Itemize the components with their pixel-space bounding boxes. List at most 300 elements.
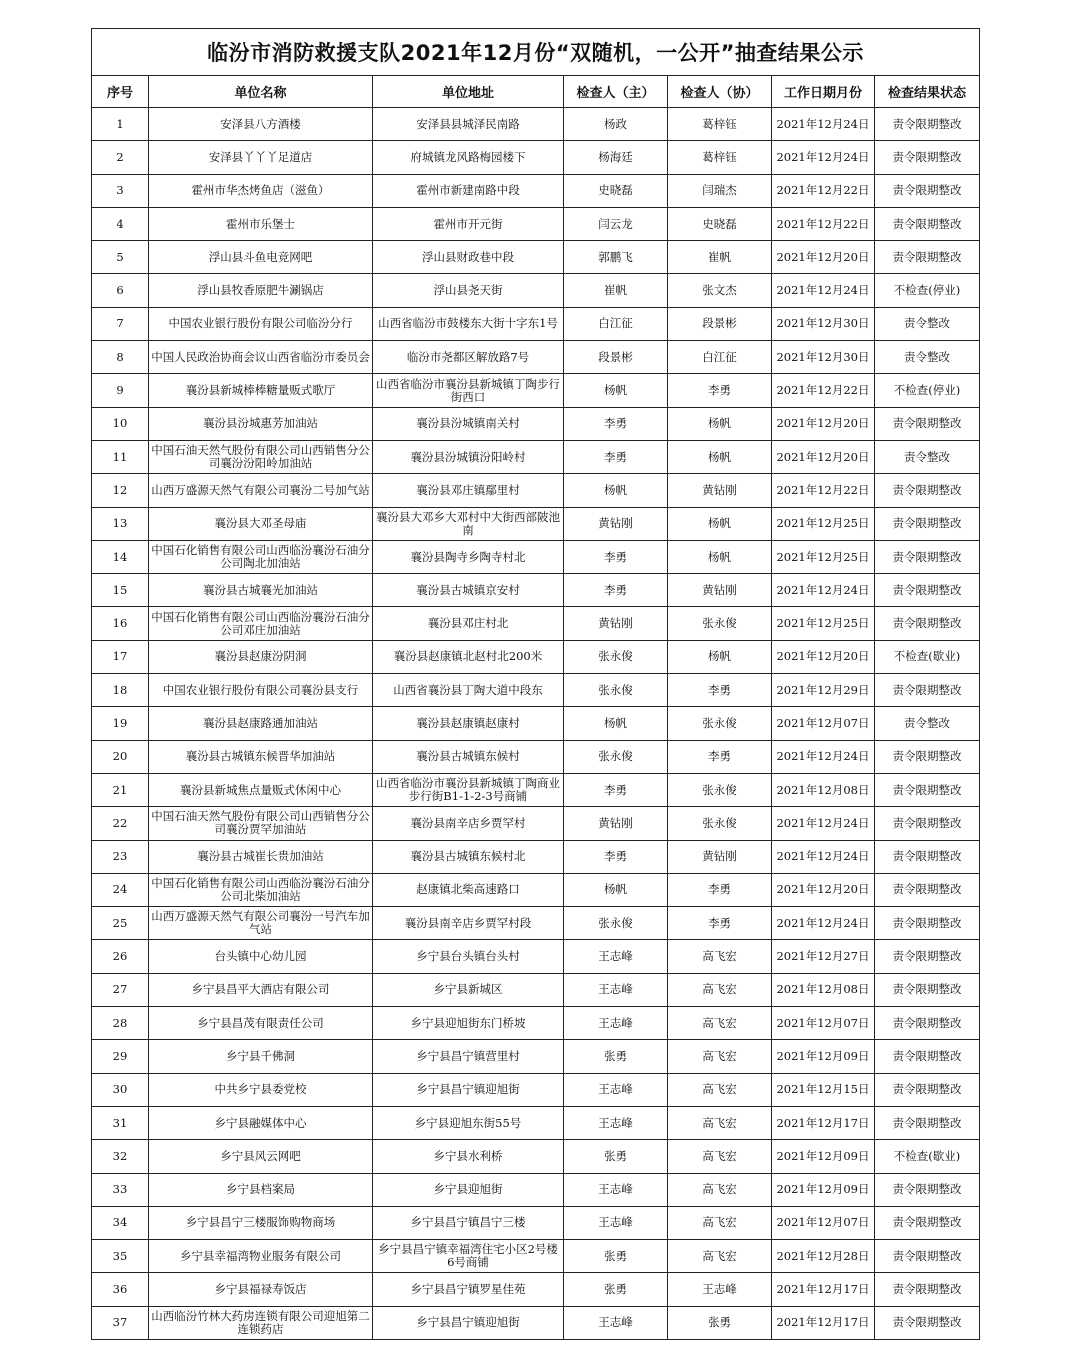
unit-name: 中国石化销售有限公司山西临汾襄汾石油分公司北柴加油站 [149, 873, 373, 906]
inspector-assist: 高飞宏 [668, 1206, 772, 1239]
unit-name: 浮山县斗鱼电竞网吧 [149, 241, 373, 274]
inspector-assist: 崔帆 [668, 241, 772, 274]
inspector-assist: 高飞宏 [668, 940, 772, 973]
table-row [92, 873, 980, 906]
row-index: 17 [92, 640, 149, 673]
header-unit-address: 单位地址 [373, 76, 564, 108]
table-body [92, 108, 980, 1340]
inspector-assist: 李勇 [668, 907, 772, 940]
work-date: 2021年12月24日 [772, 274, 875, 307]
work-date: 2021年12月20日 [772, 407, 875, 440]
work-date: 2021年12月20日 [772, 440, 875, 473]
unit-name: 襄汾县古城襄光加油站 [149, 574, 373, 607]
row-index: 29 [92, 1040, 149, 1073]
inspector-main: 张永俊 [564, 674, 668, 707]
row-index: 18 [92, 674, 149, 707]
unit-address: 襄汾县古城镇东候村 [373, 740, 564, 773]
inspector-assist: 张文杰 [668, 274, 772, 307]
result-status: 责令限期整改 [875, 1173, 980, 1206]
inspector-main: 王志峰 [564, 1206, 668, 1239]
unit-name: 乡宁县昌宁三楼服饰购物商场 [149, 1206, 373, 1239]
result-status: 责令限期整改 [875, 241, 980, 274]
row-index: 27 [92, 973, 149, 1006]
row-index: 23 [92, 840, 149, 873]
result-status: 责令限期整改 [875, 1240, 980, 1273]
unit-name: 霍州市华杰烤鱼店（滋鱼） [149, 174, 373, 207]
inspector-assist: 葛梓钰 [668, 141, 772, 174]
result-status: 责令整改 [875, 341, 980, 374]
unit-address: 乡宁县昌宁镇罗星佳苑 [373, 1273, 564, 1306]
inspector-assist: 高飞宏 [668, 1240, 772, 1273]
row-index: 20 [92, 740, 149, 773]
unit-name: 襄汾县赵康路通加油站 [149, 707, 373, 740]
unit-address: 襄汾县赵康镇北赵村北200米 [373, 640, 564, 673]
inspector-main: 闫云龙 [564, 207, 668, 240]
unit-address: 山西省襄汾县丁陶大道中段东 [373, 674, 564, 707]
row-index: 21 [92, 773, 149, 806]
unit-address: 安泽县县城泽民南路 [373, 108, 564, 141]
unit-address: 浮山县财政巷中段 [373, 241, 564, 274]
unit-address: 襄汾县赵康镇赵康村 [373, 707, 564, 740]
unit-address: 襄汾县南辛店乡贾罕村段 [373, 907, 564, 940]
unit-address: 襄汾县汾城镇南关村 [373, 407, 564, 440]
table-row [92, 540, 980, 573]
unit-name: 乡宁县幸福湾物业服务有限公司 [149, 1240, 373, 1273]
work-date: 2021年12月24日 [772, 807, 875, 840]
row-index: 16 [92, 607, 149, 640]
inspector-assist: 高飞宏 [668, 1173, 772, 1206]
inspector-main: 张永俊 [564, 640, 668, 673]
table-row [92, 674, 980, 707]
table-row [92, 374, 980, 407]
row-index: 8 [92, 341, 149, 374]
inspector-main: 张勇 [564, 1240, 668, 1273]
inspector-main: 王志峰 [564, 973, 668, 1006]
row-index: 22 [92, 807, 149, 840]
row-index: 15 [92, 574, 149, 607]
table-row [92, 341, 980, 374]
unit-address: 襄汾县汾城镇汾阳岭村 [373, 440, 564, 473]
table-row [92, 807, 980, 840]
unit-name: 襄汾县古城镇东候晋华加油站 [149, 740, 373, 773]
work-date: 2021年12月15日 [772, 1073, 875, 1106]
inspector-main: 史晓磊 [564, 174, 668, 207]
table-row [92, 108, 980, 141]
inspector-main: 白江征 [564, 307, 668, 340]
work-date: 2021年12月17日 [772, 1306, 875, 1339]
unit-name: 中国农业银行股份有限公司临汾分行 [149, 307, 373, 340]
table-row [92, 1306, 980, 1339]
inspector-assist: 张永俊 [668, 773, 772, 806]
row-index: 5 [92, 241, 149, 274]
result-status: 不检查(歇业) [875, 640, 980, 673]
work-date: 2021年12月24日 [772, 840, 875, 873]
row-index: 33 [92, 1173, 149, 1206]
inspector-main: 张永俊 [564, 907, 668, 940]
result-status: 责令限期整改 [875, 174, 980, 207]
header-work-date: 工作日期月份 [772, 76, 875, 108]
inspector-assist: 杨帆 [668, 640, 772, 673]
inspector-assist: 高飞宏 [668, 1140, 772, 1173]
unit-address: 乡宁县水利桥 [373, 1140, 564, 1173]
table-row [92, 707, 980, 740]
inspector-main: 黄钻刚 [564, 607, 668, 640]
inspector-main: 王志峰 [564, 1007, 668, 1040]
row-index: 7 [92, 307, 149, 340]
inspector-assist: 高飞宏 [668, 1007, 772, 1040]
inspector-assist: 高飞宏 [668, 1073, 772, 1106]
inspector-main: 黄钻刚 [564, 507, 668, 540]
unit-name: 乡宁县昌茂有限责任公司 [149, 1007, 373, 1040]
work-date: 2021年12月09日 [772, 1040, 875, 1073]
inspector-assist: 杨帆 [668, 407, 772, 440]
table-row [92, 973, 980, 1006]
work-date: 2021年12月25日 [772, 607, 875, 640]
inspector-main: 杨帆 [564, 374, 668, 407]
work-date: 2021年12月22日 [772, 374, 875, 407]
table-row [92, 607, 980, 640]
unit-name: 乡宁县档案局 [149, 1173, 373, 1206]
unit-address: 乡宁县新城区 [373, 973, 564, 1006]
result-status: 责令限期整改 [875, 1206, 980, 1239]
unit-name: 中国石化销售有限公司山西临汾襄汾石油分公司陶北加油站 [149, 540, 373, 573]
result-status: 责令整改 [875, 307, 980, 340]
result-status: 不检查(停业) [875, 274, 980, 307]
table-row [92, 1273, 980, 1306]
unit-address: 山西省临汾市鼓楼东大街十字东1号 [373, 307, 564, 340]
table-row [92, 1140, 980, 1173]
work-date: 2021年12月24日 [772, 907, 875, 940]
inspector-main: 杨帆 [564, 474, 668, 507]
unit-address: 乡宁县迎旭街 [373, 1173, 564, 1206]
inspector-main: 杨政 [564, 108, 668, 141]
result-status: 责令限期整改 [875, 607, 980, 640]
unit-name: 中国石油天然气股份有限公司山西销售分公司襄汾贾罕加油站 [149, 807, 373, 840]
unit-name: 襄汾县新城棒棒糖量贩式歌厅 [149, 374, 373, 407]
unit-name: 襄汾县古城崔长贵加油站 [149, 840, 373, 873]
work-date: 2021年12月24日 [772, 740, 875, 773]
unit-address: 临汾市尧都区解放路7号 [373, 341, 564, 374]
result-status: 责令限期整改 [875, 773, 980, 806]
row-index: 3 [92, 174, 149, 207]
result-status: 责令限期整改 [875, 1306, 980, 1339]
inspector-assist: 杨帆 [668, 440, 772, 473]
row-index: 1 [92, 108, 149, 141]
unit-address: 乡宁县昌宁镇迎旭街 [373, 1306, 564, 1339]
inspector-assist: 张永俊 [668, 607, 772, 640]
work-date: 2021年12月07日 [772, 1206, 875, 1239]
unit-name: 霍州市乐堡士 [149, 207, 373, 240]
unit-name: 中国人民政治协商会议山西省临汾市委员会 [149, 341, 373, 374]
row-index: 34 [92, 1206, 149, 1239]
inspector-main: 杨帆 [564, 873, 668, 906]
result-status: 责令限期整改 [875, 108, 980, 141]
unit-address: 山西省临汾市襄汾县新城镇丁陶步行街西口 [373, 374, 564, 407]
work-date: 2021年12月22日 [772, 474, 875, 507]
result-status: 责令限期整改 [875, 740, 980, 773]
unit-address: 赵康镇北柴高速路口 [373, 873, 564, 906]
inspector-main: 杨海廷 [564, 141, 668, 174]
work-date: 2021年12月22日 [772, 207, 875, 240]
inspector-main: 王志峰 [564, 1073, 668, 1106]
inspector-main: 张勇 [564, 1040, 668, 1073]
result-status: 责令限期整改 [875, 973, 980, 1006]
inspector-assist: 黄钻刚 [668, 474, 772, 507]
unit-name: 中国石油天然气股份有限公司山西销售分公司襄汾汾阳岭加油站 [149, 440, 373, 473]
unit-name: 山西万盛源天然气有限公司襄汾二号加气站 [149, 474, 373, 507]
inspector-assist: 白江征 [668, 341, 772, 374]
work-date: 2021年12月20日 [772, 873, 875, 906]
row-index: 24 [92, 873, 149, 906]
unit-name: 中国农业银行股份有限公司襄汾县支行 [149, 674, 373, 707]
inspector-assist: 高飞宏 [668, 1040, 772, 1073]
unit-name: 乡宁县风云网吧 [149, 1140, 373, 1173]
unit-name: 中国石化销售有限公司山西临汾襄汾石油分公司邓庄加油站 [149, 607, 373, 640]
work-date: 2021年12月24日 [772, 141, 875, 174]
table-row [92, 1106, 980, 1139]
unit-name: 台头镇中心幼儿园 [149, 940, 373, 973]
unit-address: 襄汾县邓庄村北 [373, 607, 564, 640]
work-date: 2021年12月20日 [772, 241, 875, 274]
result-status: 责令限期整改 [875, 574, 980, 607]
inspector-assist: 葛梓钰 [668, 108, 772, 141]
unit-address: 乡宁县迎旭东街55号 [373, 1106, 564, 1139]
result-status: 责令限期整改 [875, 1073, 980, 1106]
table-row [92, 307, 980, 340]
work-date: 2021年12月28日 [772, 1240, 875, 1273]
row-index: 28 [92, 1007, 149, 1040]
results-table [91, 28, 980, 1340]
inspector-assist: 史晓磊 [668, 207, 772, 240]
row-index: 19 [92, 707, 149, 740]
unit-name: 中共乡宁县委党校 [149, 1073, 373, 1106]
table-row [92, 907, 980, 940]
work-date: 2021年12月29日 [772, 674, 875, 707]
unit-address: 襄汾县南辛店乡贾罕村 [373, 807, 564, 840]
result-status: 责令限期整改 [875, 507, 980, 540]
inspector-assist: 高飞宏 [668, 1106, 772, 1139]
inspector-assist: 李勇 [668, 674, 772, 707]
row-index: 4 [92, 207, 149, 240]
work-date: 2021年12月24日 [772, 574, 875, 607]
unit-address: 山西省临汾市襄汾县新城镇丁陶商业步行街B1-1-2-3号商铺 [373, 773, 564, 806]
inspector-main: 王志峰 [564, 1173, 668, 1206]
inspector-assist: 王志峰 [668, 1273, 772, 1306]
result-status: 责令限期整改 [875, 1007, 980, 1040]
inspector-main: 李勇 [564, 407, 668, 440]
result-status: 责令限期整改 [875, 1106, 980, 1139]
table-row [92, 174, 980, 207]
inspector-main: 王志峰 [564, 940, 668, 973]
result-status: 不检查(歇业) [875, 1140, 980, 1173]
unit-name: 乡宁县昌平大酒店有限公司 [149, 973, 373, 1006]
result-status: 责令整改 [875, 440, 980, 473]
unit-address: 襄汾县大邓乡大邓村中大街西部陂池南 [373, 507, 564, 540]
work-date: 2021年12月08日 [772, 973, 875, 1006]
work-date: 2021年12月27日 [772, 940, 875, 973]
work-date: 2021年12月20日 [772, 640, 875, 673]
result-status: 责令限期整改 [875, 207, 980, 240]
unit-name: 安泽县八方酒楼 [149, 108, 373, 141]
unit-address: 襄汾县古城镇东候村北 [373, 840, 564, 873]
table-row [92, 574, 980, 607]
table-row [92, 507, 980, 540]
row-index: 13 [92, 507, 149, 540]
unit-address: 襄汾县古城镇京安村 [373, 574, 564, 607]
inspector-assist: 黄钻刚 [668, 574, 772, 607]
table-row [92, 141, 980, 174]
unit-address: 乡宁县昌宁镇迎旭街 [373, 1073, 564, 1106]
table-row [92, 1007, 980, 1040]
unit-name: 襄汾县汾城惠芳加油站 [149, 407, 373, 440]
inspector-main: 张永俊 [564, 740, 668, 773]
result-status: 责令限期整改 [875, 540, 980, 573]
unit-name: 山西临汾竹林大药房连锁有限公司迎旭第二连锁药店 [149, 1306, 373, 1339]
unit-address: 乡宁县昌宁镇营里村 [373, 1040, 564, 1073]
header-index: 序号 [92, 76, 149, 108]
work-date: 2021年12月07日 [772, 1007, 875, 1040]
result-status: 责令限期整改 [875, 807, 980, 840]
inspector-assist: 杨帆 [668, 507, 772, 540]
row-index: 14 [92, 540, 149, 573]
inspector-assist: 李勇 [668, 873, 772, 906]
inspector-main: 张勇 [564, 1273, 668, 1306]
header-result-status: 检查结果状态 [875, 76, 980, 108]
inspector-assist: 段景彬 [668, 307, 772, 340]
row-index: 2 [92, 141, 149, 174]
unit-name: 浮山县牧香原肥牛涮锅店 [149, 274, 373, 307]
unit-name: 乡宁县福禄寿饭店 [149, 1273, 373, 1306]
unit-name: 乡宁县融媒体中心 [149, 1106, 373, 1139]
unit-address: 浮山县尧天街 [373, 274, 564, 307]
table-row [92, 1073, 980, 1106]
inspector-assist: 张勇 [668, 1306, 772, 1339]
unit-address: 霍州市新建南路中段 [373, 174, 564, 207]
table-row [92, 940, 980, 973]
row-index: 10 [92, 407, 149, 440]
inspector-main: 王志峰 [564, 1106, 668, 1139]
row-index: 9 [92, 374, 149, 407]
row-index: 25 [92, 907, 149, 940]
result-status: 责令限期整改 [875, 474, 980, 507]
inspector-main: 李勇 [564, 540, 668, 573]
row-index: 32 [92, 1140, 149, 1173]
result-status: 责令限期整改 [875, 1273, 980, 1306]
table-row [92, 1040, 980, 1073]
table-row [92, 1206, 980, 1239]
table-row [92, 640, 980, 673]
inspector-main: 崔帆 [564, 274, 668, 307]
inspector-main: 郭鹏飞 [564, 241, 668, 274]
table-row [92, 407, 980, 440]
inspector-assist: 闫瑞杰 [668, 174, 772, 207]
row-index: 31 [92, 1106, 149, 1139]
work-date: 2021年12月22日 [772, 174, 875, 207]
inspector-assist: 张永俊 [668, 707, 772, 740]
inspector-main: 黄钻刚 [564, 807, 668, 840]
inspector-main: 李勇 [564, 840, 668, 873]
inspector-main: 李勇 [564, 773, 668, 806]
header-inspector-assist: 检查人（协） [668, 76, 772, 108]
table-row [92, 241, 980, 274]
table-row [92, 274, 980, 307]
unit-address: 乡宁县台头镇台头村 [373, 940, 564, 973]
result-status: 责令整改 [875, 707, 980, 740]
row-index: 37 [92, 1306, 149, 1339]
row-index: 36 [92, 1273, 149, 1306]
work-date: 2021年12月09日 [772, 1173, 875, 1206]
result-status: 不检查(停业) [875, 374, 980, 407]
work-date: 2021年12月17日 [772, 1273, 875, 1306]
unit-name: 安泽县丫丫丫足道店 [149, 141, 373, 174]
unit-address: 府城镇龙风路梅园楼下 [373, 141, 564, 174]
header-unit-name: 单位名称 [149, 76, 373, 108]
result-status: 责令限期整改 [875, 840, 980, 873]
inspector-assist: 李勇 [668, 374, 772, 407]
unit-address: 襄汾县邓庄镇鄢里村 [373, 474, 564, 507]
result-status: 责令限期整改 [875, 873, 980, 906]
work-date: 2021年12月17日 [772, 1106, 875, 1139]
results-sheet [91, 28, 979, 1340]
result-status: 责令限期整改 [875, 141, 980, 174]
work-date: 2021年12月30日 [772, 307, 875, 340]
header-row [92, 76, 980, 108]
result-status: 责令限期整改 [875, 1040, 980, 1073]
inspector-main: 杨帆 [564, 707, 668, 740]
table-row [92, 207, 980, 240]
row-index: 11 [92, 440, 149, 473]
unit-address: 乡宁县昌宁镇昌宁三楼 [373, 1206, 564, 1239]
table-row [92, 474, 980, 507]
table-row [92, 1240, 980, 1273]
table-row [92, 773, 980, 806]
inspector-main: 李勇 [564, 574, 668, 607]
unit-name: 襄汾县新城焦点量贩式休闲中心 [149, 773, 373, 806]
unit-address: 乡宁县迎旭街东门桥坡 [373, 1007, 564, 1040]
work-date: 2021年12月07日 [772, 707, 875, 740]
inspector-assist: 黄钻刚 [668, 840, 772, 873]
unit-name: 襄汾县大邓圣母庙 [149, 507, 373, 540]
unit-name: 山西万盛源天然气有限公司襄汾一号汽车加气站 [149, 907, 373, 940]
work-date: 2021年12月25日 [772, 507, 875, 540]
table-row [92, 840, 980, 873]
inspector-main: 张勇 [564, 1140, 668, 1173]
unit-address: 襄汾县陶寺乡陶寺村北 [373, 540, 564, 573]
row-index: 30 [92, 1073, 149, 1106]
result-status: 责令限期整改 [875, 674, 980, 707]
inspector-main: 段景彬 [564, 341, 668, 374]
table-row [92, 740, 980, 773]
inspector-main: 王志峰 [564, 1306, 668, 1339]
work-date: 2021年12月09日 [772, 1140, 875, 1173]
row-index: 12 [92, 474, 149, 507]
result-status: 责令限期整改 [875, 907, 980, 940]
work-date: 2021年12月08日 [772, 773, 875, 806]
row-index: 6 [92, 274, 149, 307]
row-index: 26 [92, 940, 149, 973]
row-index: 35 [92, 1240, 149, 1273]
result-status: 责令限期整改 [875, 940, 980, 973]
inspector-assist: 高飞宏 [668, 973, 772, 1006]
unit-name: 乡宁县千佛洞 [149, 1040, 373, 1073]
result-status: 责令限期整改 [875, 407, 980, 440]
inspector-assist: 李勇 [668, 740, 772, 773]
unit-address: 乡宁县昌宁镇幸福湾住宅小区2号楼6号商铺 [373, 1240, 564, 1273]
unit-name: 襄汾县赵康汾阴洞 [149, 640, 373, 673]
table-title: 临汾市消防救援支队2021年12月份“双随机，一公开”抽查结果公示 [92, 29, 980, 76]
inspector-assist: 杨帆 [668, 540, 772, 573]
inspector-assist: 张永俊 [668, 807, 772, 840]
